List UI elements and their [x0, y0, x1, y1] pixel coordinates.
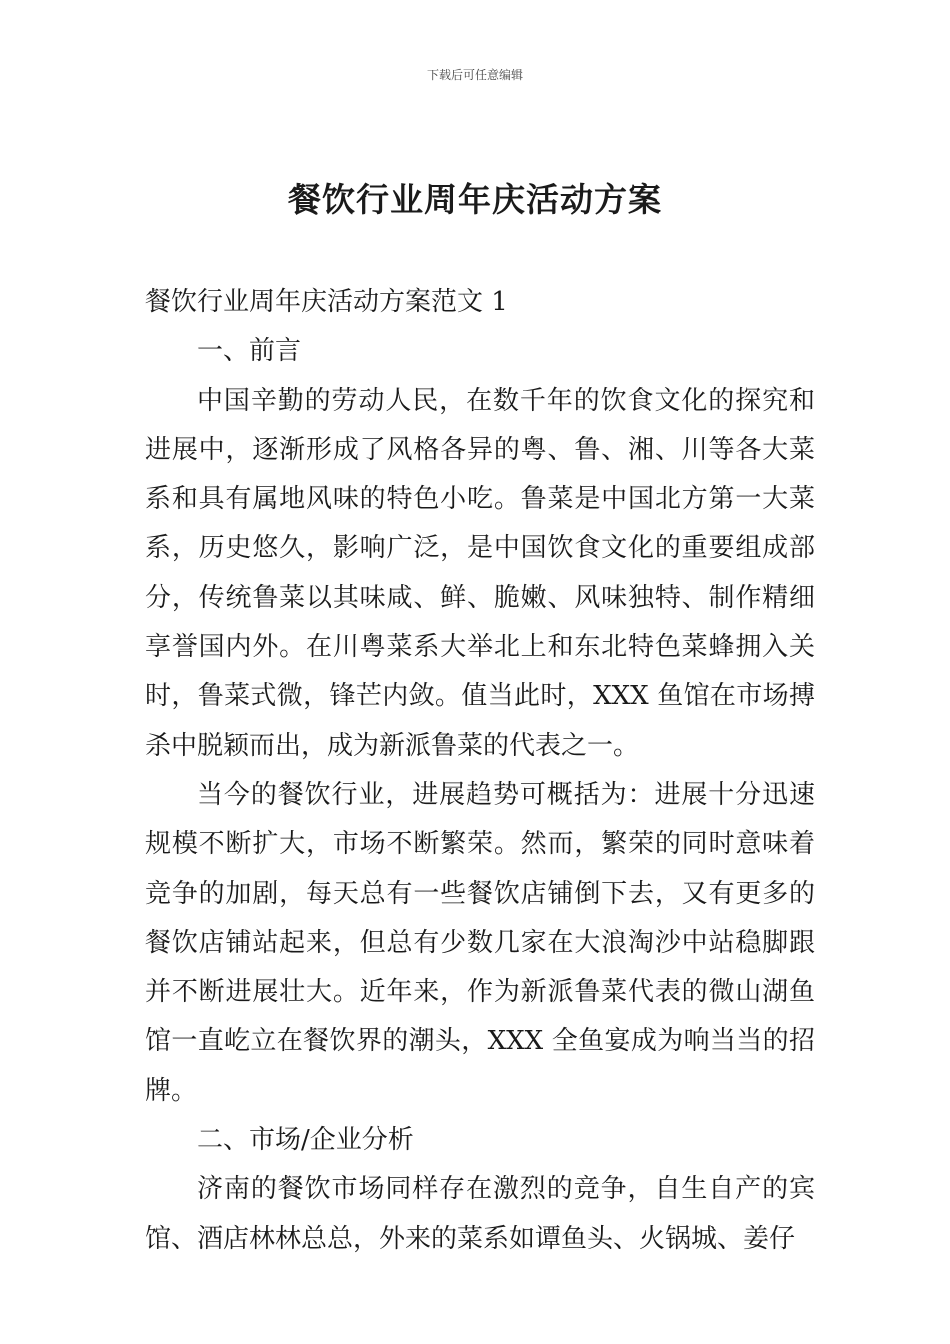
paragraph: 济南的餐饮市场同样存在激烈的竞争，自生自产的宾馆、酒店林林总总，外来的菜系如谭鱼头、火锅城、姜仔	[145, 1174, 815, 1254]
document-subtitle: 餐饮行业周年庆活动方案范文 1	[145, 287, 508, 317]
paragraph: 中国辛勤的劳动人民，在数千年的饮食文化的探究和进展中，逐渐形成了风格各异的粤、鲁、湘、川等各大菜系和具有属地风味的特色小吃。鲁菜是中国北方第一大菜系，历史悠久，影响广泛，是中国饮食文化的重要组成部分，传统鲁菜以其味咸、鲜、脆嫩、风味独特、制作精细享誉国内外。在川粤菜系大举北上和东北特色菜蜂拥入关时，鲁菜式微，锋芒内敛。值当此时，XXX 鱼馆在市场搏杀中脱颖而出，成为新派鲁菜的代表之一。	[145, 385, 815, 761]
section-heading-preface: 一、前言	[197, 336, 302, 367]
document-body	[145, 278, 815, 1264]
section-heading-market-analysis: 二、市场/企业分析	[197, 1125, 414, 1156]
paragraph: 当今的餐饮行业，进展趋势可概括为：进展十分迅速规模不断扩大，市场不断繁荣。然而，繁荣的同时意味着竞争的加剧，每天总有一些餐饮店铺倒下去，又有更多的餐饮店铺站起来，但总有少数几家在大浪淘沙中站稳脚跟并不断进展壮大。近年来，作为新派鲁菜代表的微山湖鱼馆一直屹立在餐饮界的潮头，XXX 全鱼宴成为响当当的招牌。	[145, 779, 815, 1106]
document-title: 餐饮行业周年庆活动方案	[288, 180, 662, 219]
header-note: 下载后可任意编辑	[426, 68, 523, 82]
